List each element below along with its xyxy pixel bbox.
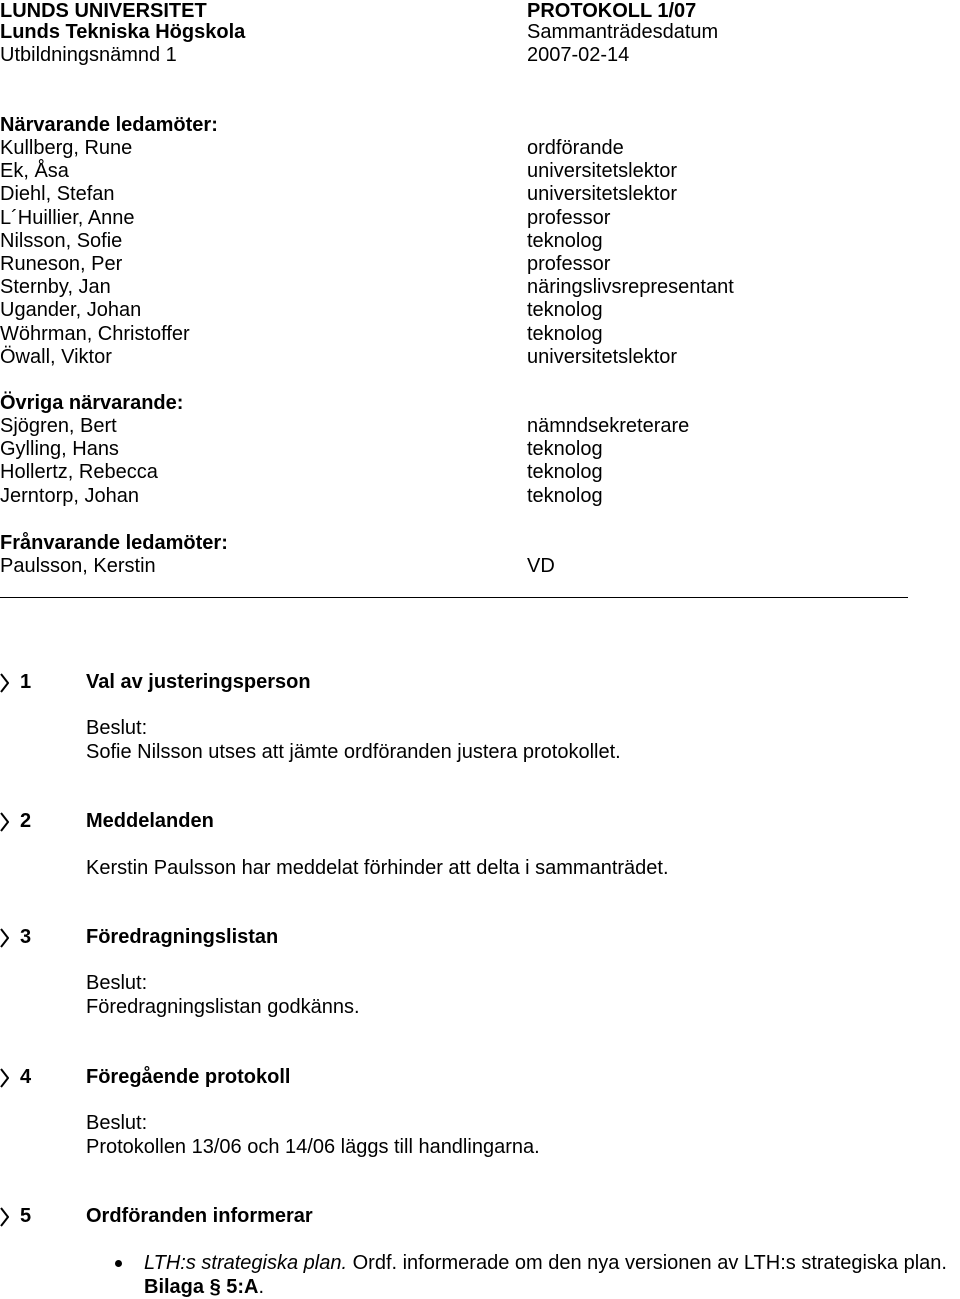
section-marker-icon <box>0 1206 9 1228</box>
attendee-role: professor <box>527 253 611 275</box>
attendee-name: Kullberg, Rune <box>0 137 133 159</box>
bullet-body: Ordf. informerade om den nya versionen av LTH:s strategiska plan. <box>347 1252 947 1274</box>
attendee-name: Ek, Åsa <box>0 160 69 183</box>
divider-line <box>0 597 908 598</box>
section-text: Kerstin Paulsson har meddelat förhinder att delta i sammanträdet. <box>86 857 669 879</box>
paragraph-sign: § <box>209 1276 221 1298</box>
absent-heading: Frånvarande ledamöter: <box>0 532 228 554</box>
bullet-text <box>144 1252 947 1275</box>
section-marker-icon <box>0 811 9 833</box>
attendee-role: teknolog <box>527 484 603 507</box>
university-name: LUNDS UNIVERSITET <box>0 0 207 22</box>
section-title: Meddelanden <box>86 810 214 832</box>
section-marker-icon <box>0 1067 9 1089</box>
section-title: Val av justeringsperson <box>86 671 311 693</box>
attendee-role: teknolog <box>527 461 603 484</box>
attendee-name: Öwall, Viktor <box>0 345 112 368</box>
section-title: Ordföranden informerar <box>86 1205 313 1227</box>
attendee-role: teknolog <box>527 438 603 461</box>
attendee-name: Diehl, Stefan <box>0 183 115 206</box>
attendee-name: Sjögren, Bert <box>0 415 117 437</box>
attendee-role: teknolog <box>527 322 603 345</box>
committee-name: Utbildningsnämnd 1 <box>0 44 177 66</box>
attendee-name: Gylling, Hans <box>0 438 119 461</box>
attendee-role: professor <box>527 206 611 229</box>
section-marker-icon <box>0 927 9 949</box>
attendee-role: universitetslektor <box>527 183 678 206</box>
bullet-topic: LTH:s strategiska plan. <box>144 1252 348 1274</box>
others-heading: Övriga närvarande: <box>0 392 184 414</box>
section-number: 5 <box>20 1205 32 1227</box>
decision-text: Sofie Nilsson utses att jämte ordföranden justera protokollet. <box>86 741 621 763</box>
attachment-label: Bilaga <box>144 1276 210 1298</box>
attendee-name: Sternby, Jan <box>0 276 111 299</box>
protocol-number: PROTOKOLL 1/07 <box>527 0 697 22</box>
faculty-name: Lunds Tekniska Högskola <box>0 21 246 43</box>
attendee-name: Paulsson, Kerstin <box>0 555 156 577</box>
attendee-role: teknolog <box>527 299 603 322</box>
decision-label: Beslut: <box>86 717 148 739</box>
decision-text: Föredragningslistan godkänns. <box>86 996 360 1018</box>
attendee-name: Nilsson, Sofie <box>0 229 123 252</box>
section-marker-icon <box>0 672 9 694</box>
attachment-id: 5:A <box>220 1276 259 1298</box>
attendee-name: L´Huillier, Anne <box>0 206 135 229</box>
meeting-date-label: Sammanträdesdatum <box>527 21 719 43</box>
attendee-role: universitetslektor <box>527 160 678 183</box>
attendee-role: universitetslektor <box>527 345 678 368</box>
attendee-role: nämndsekreterare <box>527 415 690 437</box>
attendee-role: ordförande <box>527 137 624 159</box>
attachment-ref <box>144 1276 264 1299</box>
section-title: Föregående protokoll <box>86 1066 291 1088</box>
decision-label: Beslut: <box>86 972 148 994</box>
attendee-name: Wöhrman, Christoffer <box>0 322 190 345</box>
section-number: 1 <box>20 671 32 693</box>
section-number: 4 <box>20 1066 32 1088</box>
section-number: 3 <box>20 926 32 948</box>
decision-text: Protokollen 13/06 och 14/06 läggs till handlingarna. <box>86 1136 540 1158</box>
attendee-role: VD <box>527 555 555 577</box>
decision-label: Beslut: <box>86 1112 148 1134</box>
section-number: 2 <box>20 810 32 832</box>
present-heading: Närvarande ledamöter: <box>0 114 218 136</box>
attendee-role: näringslivsrepresentant <box>527 276 734 299</box>
attachment-end: . <box>258 1276 265 1298</box>
attendee-name: Hollertz, Rebecca <box>0 461 158 484</box>
section-title: Föredragningslistan <box>86 926 279 948</box>
attendee-role: teknolog <box>527 229 603 252</box>
attendee-name: Ugander, Johan <box>0 299 142 322</box>
bullet-icon <box>115 1260 122 1267</box>
attendee-name: Runeson, Per <box>0 253 123 275</box>
attendee-name: Jerntorp, Johan <box>0 484 139 507</box>
meeting-date: 2007-02-14 <box>527 44 630 66</box>
